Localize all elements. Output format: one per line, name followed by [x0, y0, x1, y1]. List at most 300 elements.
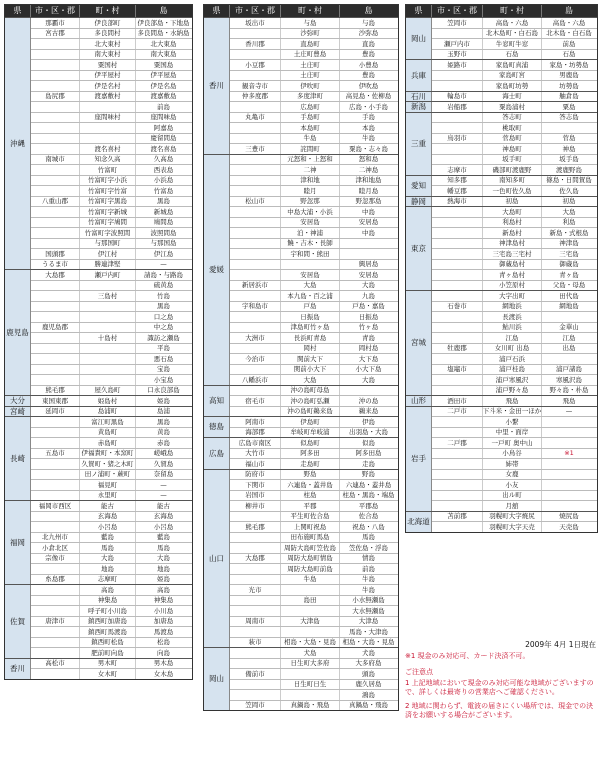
city-cell: 鳥羽市 — [432, 134, 483, 144]
city-cell: 丸亀市 — [230, 113, 281, 123]
table-row — [230, 500, 398, 511]
town-cell: 伊平屋村 — [80, 71, 136, 81]
prefecture-block — [204, 154, 398, 385]
city-cell — [230, 323, 281, 333]
town-cell: 土庄町 — [281, 60, 340, 70]
town-cell — [80, 123, 136, 133]
island-cell: 高見島・佐柳島 — [345, 92, 392, 100]
city-cell: 仲多度郡 — [230, 92, 281, 102]
table-row — [432, 18, 597, 28]
city-cell: 笠岡市 — [230, 701, 281, 711]
table-row — [31, 343, 192, 354]
table-row — [31, 595, 192, 606]
city-cell: 観音寺市 — [230, 81, 281, 91]
city-cell — [432, 312, 483, 322]
city-cell — [230, 270, 281, 280]
city-cell — [432, 386, 483, 396]
table-row — [31, 501, 192, 511]
table-row — [432, 38, 597, 49]
city-cell — [432, 281, 483, 291]
town-cell: 野忽那 — [281, 197, 340, 207]
city-cell — [230, 596, 281, 606]
city-cell — [432, 449, 483, 459]
island-cell: — — [160, 480, 167, 489]
island-cell: 前島 — [157, 102, 170, 111]
town-cell: 南知多町 — [483, 176, 542, 186]
city-cell — [31, 60, 80, 70]
town-cell: 伊島町 — [281, 417, 340, 427]
island-cell: 口之島 — [153, 312, 174, 321]
town-cell: 津島町竹ヶ島 — [281, 323, 340, 333]
city-cell — [230, 365, 281, 375]
island-cell: 情島 — [362, 554, 375, 562]
island-cell: 天売島 — [559, 522, 579, 531]
table-row — [230, 605, 398, 616]
table-row — [230, 248, 398, 259]
table-row — [432, 113, 597, 123]
town-cell: 関前大下 — [281, 354, 340, 364]
prefecture-name: 岡山 — [406, 18, 432, 59]
town-cell: 十島村 — [80, 333, 136, 343]
island-cell: 伊島 — [362, 417, 375, 426]
town-cell: 大島町 — [483, 207, 542, 217]
island-cell: 出島 — [562, 344, 576, 352]
island-cell: 相島・大島・見島 — [342, 638, 395, 646]
city-cell — [432, 417, 483, 427]
island-cell: 新城島 — [153, 207, 174, 216]
island-cell: 渡嘉敷島 — [150, 92, 177, 100]
city-cell: 糸島郡 — [31, 575, 80, 585]
city-cell: 柳井市 — [230, 501, 281, 511]
island-cell: 飛島 — [562, 396, 576, 405]
town-cell: 永里町 — [80, 491, 136, 501]
city-cell — [31, 207, 80, 217]
town-cell: 島浦町 — [80, 407, 136, 417]
prefecture-block — [406, 406, 597, 511]
city-cell — [31, 291, 80, 301]
island-cell: 真鍋島・飛島 — [349, 701, 388, 709]
island-cell: 小浜島 — [153, 176, 174, 184]
town-cell: 伊福貴町・本窯町 — [80, 449, 136, 459]
table-row — [432, 248, 597, 259]
table-row — [31, 28, 192, 39]
island-cell: 口永良部島 — [147, 386, 180, 394]
table-row — [432, 427, 597, 438]
island-cell — [542, 459, 596, 469]
city-cell — [432, 522, 483, 532]
city-cell — [31, 564, 80, 574]
table-row — [31, 38, 192, 49]
town-cell: 大島 — [80, 554, 136, 564]
island-cell — [542, 417, 596, 427]
table-row — [230, 511, 398, 522]
table-row — [31, 469, 192, 480]
city-cell — [31, 354, 80, 364]
notes-heading: ご注意点 — [405, 667, 433, 676]
table-row — [432, 311, 597, 322]
town-cell: 小笠原村 — [483, 281, 542, 291]
island-cell: 笠佐島・浮島 — [349, 543, 388, 552]
table-row — [31, 479, 192, 490]
table-row — [230, 196, 398, 207]
island-cell: 高島・六島 — [552, 18, 586, 27]
as-of-date: 2009年 4月 1日現在 — [525, 640, 596, 649]
city-cell — [31, 522, 80, 532]
town-cell — [80, 312, 136, 322]
town-cell: 磯部町渡鹿野 — [483, 165, 542, 175]
table-row — [31, 437, 192, 448]
table-row — [230, 259, 398, 270]
city-cell: 輪島市 — [432, 92, 483, 102]
table-row — [230, 616, 398, 627]
prefecture-block — [406, 17, 597, 59]
island-cell: 中島 — [362, 228, 375, 237]
header-pref: 県 — [406, 5, 432, 17]
island-cell: 岡村島 — [358, 344, 379, 352]
prefecture-name: 宮城 — [406, 291, 432, 395]
table-row — [230, 59, 398, 70]
prefecture-name: 山形 — [406, 396, 432, 406]
island-cell: 本島 — [362, 123, 375, 132]
town-cell: 羽幌町大字焼尻 — [483, 512, 542, 522]
table-row — [230, 574, 398, 585]
island-cell: 悪石島 — [153, 354, 174, 363]
table-row — [230, 343, 398, 354]
city-cell — [230, 291, 281, 301]
prefecture-block — [204, 469, 398, 648]
town-cell: 南大東村 — [80, 50, 136, 60]
table-row — [230, 563, 398, 574]
city-cell: 宮古郡 — [31, 29, 80, 39]
city-cell — [230, 533, 281, 543]
city-cell: 幡豆郡 — [432, 186, 483, 196]
town-cell: 関前小大下 — [281, 365, 340, 375]
city-cell: 阿南市 — [230, 417, 281, 427]
city-cell: 防府市 — [230, 470, 281, 480]
header-city: 市・区・郡 — [432, 5, 483, 17]
table-row — [31, 80, 192, 91]
table-row — [230, 280, 398, 291]
city-cell — [230, 543, 281, 553]
table-row — [230, 18, 398, 28]
table-row — [432, 133, 597, 144]
table-row — [432, 227, 597, 238]
city-cell — [432, 491, 483, 501]
town-cell: 北大東村 — [80, 39, 136, 49]
city-cell: 光市 — [230, 585, 281, 595]
city-cell: 小倉北区 — [31, 543, 80, 553]
table-row — [31, 112, 192, 123]
island-cell: — — [160, 260, 167, 268]
island-cell — [542, 470, 596, 480]
town-cell: 沙弥町 — [281, 29, 340, 39]
prefecture-block — [5, 658, 192, 679]
town-cell: 牛窓町牛窓 — [483, 39, 542, 49]
table-row — [230, 668, 398, 679]
town-cell: 肥前町向島 — [80, 648, 136, 658]
island-cell: 六連島・蓋井島 — [345, 480, 392, 489]
city-cell — [230, 50, 281, 60]
town-cell: 江島 — [483, 333, 542, 343]
city-cell — [31, 512, 80, 522]
prefecture-name: 兵庫 — [406, 60, 432, 91]
island-cell: 鵜来島 — [358, 407, 379, 415]
island-cell: 青ヶ島 — [559, 270, 579, 279]
table-row — [432, 469, 597, 480]
island-cell: 菅島 — [562, 134, 576, 142]
table-row — [432, 80, 597, 91]
table-row — [432, 49, 597, 60]
town-cell — [80, 102, 136, 112]
table-row — [432, 185, 597, 196]
island-cell: 平郡島 — [358, 501, 379, 510]
island-cell: 祝島・八島 — [352, 522, 385, 531]
town-cell: 伊良部町 — [80, 18, 136, 28]
town-cell: 姉帯 — [483, 459, 542, 469]
table-row — [31, 364, 192, 375]
island-cell: 久賀島 — [153, 459, 174, 468]
town-cell: 鮎川浜 — [483, 323, 542, 333]
table-row — [31, 616, 192, 627]
town-cell: 男木町 — [80, 659, 136, 669]
town-cell: 粟島浦村 — [483, 102, 542, 112]
table-row — [230, 332, 398, 343]
island-cell: 戸島・嘉島 — [352, 302, 385, 310]
island-cell: 馬島 — [157, 543, 170, 552]
city-cell — [31, 186, 80, 196]
city-cell: 熊毛郡 — [230, 522, 281, 532]
table-row — [432, 332, 597, 343]
island-cell: 請島・与路島 — [144, 270, 183, 279]
table-row — [432, 154, 597, 165]
town-cell: 答志町 — [483, 113, 542, 123]
table-row — [230, 80, 398, 91]
city-cell — [31, 165, 80, 175]
city-cell — [432, 323, 483, 333]
city-cell: 二戸郡 — [432, 438, 483, 448]
town-cell: 牛島 — [281, 575, 340, 585]
table-row — [230, 364, 398, 375]
island-cell — [542, 354, 596, 364]
island-cell: 田代島 — [559, 291, 579, 300]
table-row — [230, 427, 398, 438]
town-cell: 玄海島 — [80, 512, 136, 522]
town-cell: 大島 — [281, 281, 340, 291]
table-row — [230, 417, 398, 427]
table-row — [230, 28, 398, 39]
island-cell: 初島 — [562, 197, 576, 205]
city-cell: 小豆郡 — [230, 60, 281, 70]
city-cell: 今治市 — [230, 354, 281, 364]
city-cell — [31, 312, 80, 322]
city-cell: 牡鹿郡 — [432, 344, 483, 354]
town-cell: 神津島村 — [483, 239, 542, 249]
table-row — [230, 217, 398, 228]
table-row — [31, 563, 192, 574]
table-header — [406, 5, 597, 17]
town-cell: 神島町 — [483, 144, 542, 154]
island-cell — [542, 123, 596, 133]
table-row — [230, 91, 398, 102]
city-cell — [31, 281, 80, 291]
island-cell: 大水無瀬島 — [352, 606, 385, 615]
city-cell — [230, 690, 281, 700]
town-cell — [80, 134, 136, 144]
table-row — [432, 143, 597, 154]
island-cell: 赤島 — [157, 438, 170, 447]
island-cell: 粟島・志々島 — [349, 144, 388, 153]
city-cell — [230, 165, 281, 175]
city-cell — [432, 501, 483, 511]
table-row — [432, 322, 597, 333]
island-cell: 男木島 — [153, 659, 174, 667]
prefecture-block — [406, 196, 597, 207]
town-cell: 高島・六島 — [483, 18, 542, 28]
island-cell: 大津島 — [358, 617, 379, 625]
city-cell: 岩国市 — [230, 491, 281, 501]
town-cell — [80, 375, 136, 385]
city-cell — [432, 155, 483, 165]
table-row — [31, 407, 192, 417]
city-cell — [31, 375, 80, 385]
island-cell: 諏訪之瀬島 — [147, 333, 180, 342]
island-cell: 阿多田島 — [355, 449, 382, 457]
town-cell: 宇和間・熊田 — [281, 249, 340, 259]
table-row — [230, 584, 398, 595]
prefecture-name: 北海道 — [406, 512, 432, 532]
table-row — [31, 311, 192, 322]
town-cell: 安居島 — [281, 218, 340, 228]
table-row — [432, 70, 597, 81]
city-cell: 東国東郡 — [31, 396, 80, 406]
city-cell — [31, 459, 80, 469]
town-cell: 三島村 — [80, 291, 136, 301]
city-cell — [230, 575, 281, 585]
island-cell: 奈留島 — [153, 470, 174, 478]
city-cell: 高松市 — [31, 659, 80, 669]
town-cell: 利島村 — [483, 218, 542, 228]
city-cell: 松山市 — [230, 197, 281, 207]
table-row — [230, 112, 398, 123]
table-row — [31, 59, 192, 70]
table-row — [432, 217, 597, 228]
table-row — [432, 164, 597, 175]
island-cell: 中島 — [362, 207, 375, 216]
table-row — [432, 207, 597, 217]
table-row — [31, 490, 192, 501]
prefecture-block — [5, 500, 192, 584]
city-cell — [230, 512, 281, 522]
table-row — [230, 658, 398, 669]
city-cell — [230, 228, 281, 238]
table-row — [230, 322, 398, 333]
island-cell: 野島 — [362, 470, 375, 478]
table-row — [31, 185, 192, 196]
city-cell: 八重山郡 — [31, 197, 80, 207]
table-row — [31, 206, 192, 217]
city-cell: 大島郡 — [230, 554, 281, 564]
city-cell — [31, 428, 80, 438]
prefecture-name: 広島 — [204, 438, 230, 469]
table-row — [432, 280, 597, 291]
city-cell: 玉野市 — [432, 50, 483, 60]
island-cell: 舳倉島 — [559, 92, 579, 100]
island-cell: 黒島 — [157, 197, 170, 205]
town-cell: 戸島 — [281, 302, 340, 312]
table-row — [31, 101, 192, 112]
table-row — [230, 700, 398, 711]
table-row — [230, 290, 398, 301]
town-cell: 瀬戸内町 — [80, 270, 136, 280]
island-cell: 犬島 — [362, 648, 375, 657]
island-cell: 小宝島 — [153, 375, 174, 384]
city-cell — [432, 239, 483, 249]
table-row — [31, 91, 192, 102]
note-2: 2 地域に関わらず、電波の届きにくい場所では、現金での決済をお願いする場合がございます。 — [405, 701, 594, 720]
island-cell — [542, 438, 596, 448]
town-cell: 中里・面岸 — [483, 428, 542, 438]
header-city: 市・区・郡 — [230, 5, 281, 17]
town-cell: 地島 — [80, 564, 136, 574]
island-cell: — — [160, 491, 167, 499]
island-cell: 安居島 — [358, 218, 379, 226]
island-cell: 答志島 — [559, 113, 579, 121]
island-cell: 豊島 — [362, 50, 375, 58]
island-cell: 馬渡島 — [153, 627, 174, 636]
island-cell: ※1 — [564, 449, 574, 457]
city-cell: 塩竈市 — [432, 365, 483, 375]
town-cell: 元怒和・上怒和 — [281, 155, 340, 165]
city-cell — [432, 207, 483, 217]
island-cell — [542, 491, 596, 501]
notes-section — [405, 640, 596, 721]
table-row — [432, 364, 597, 375]
table-row — [230, 521, 398, 532]
table-header — [5, 5, 192, 17]
town-cell: 中島大浦・小浜 — [281, 207, 340, 217]
town-cell — [281, 669, 340, 679]
prefecture-name: 東京 — [406, 207, 432, 290]
table-row — [31, 385, 192, 396]
town-cell: 坂手町 — [483, 155, 542, 165]
table-row — [31, 238, 192, 249]
island-cell: 松島 — [157, 638, 170, 646]
table-row — [31, 417, 192, 427]
table-row — [230, 164, 398, 175]
table-row — [230, 406, 398, 417]
town-cell: 周防大島町前島 — [281, 564, 340, 574]
island-cell: 小水無瀬島 — [352, 596, 385, 604]
town-cell: 鎮西町松島 — [80, 638, 136, 648]
island-cell: 大島 — [362, 375, 375, 384]
town-cell: 本島町 — [281, 123, 340, 133]
table-row — [230, 438, 398, 448]
city-cell — [230, 239, 281, 249]
town-cell: 菅島町 — [483, 134, 542, 144]
town-cell: 家島町真浦 — [483, 60, 542, 70]
table-row — [432, 437, 597, 448]
island-cell: 神島 — [562, 144, 576, 153]
town-cell: 沖の島町母島 — [281, 386, 340, 396]
city-cell: 周南市 — [230, 617, 281, 627]
island-cell: 渡名喜島 — [150, 144, 177, 153]
town-cell: 竹富町字黒島 — [80, 197, 136, 207]
table-column-1 — [4, 4, 193, 680]
city-cell — [31, 606, 80, 616]
prefecture-name: 香川 — [204, 18, 230, 154]
town-cell: 女鹿 — [483, 470, 542, 480]
prefecture-name: 新潟 — [406, 102, 432, 112]
